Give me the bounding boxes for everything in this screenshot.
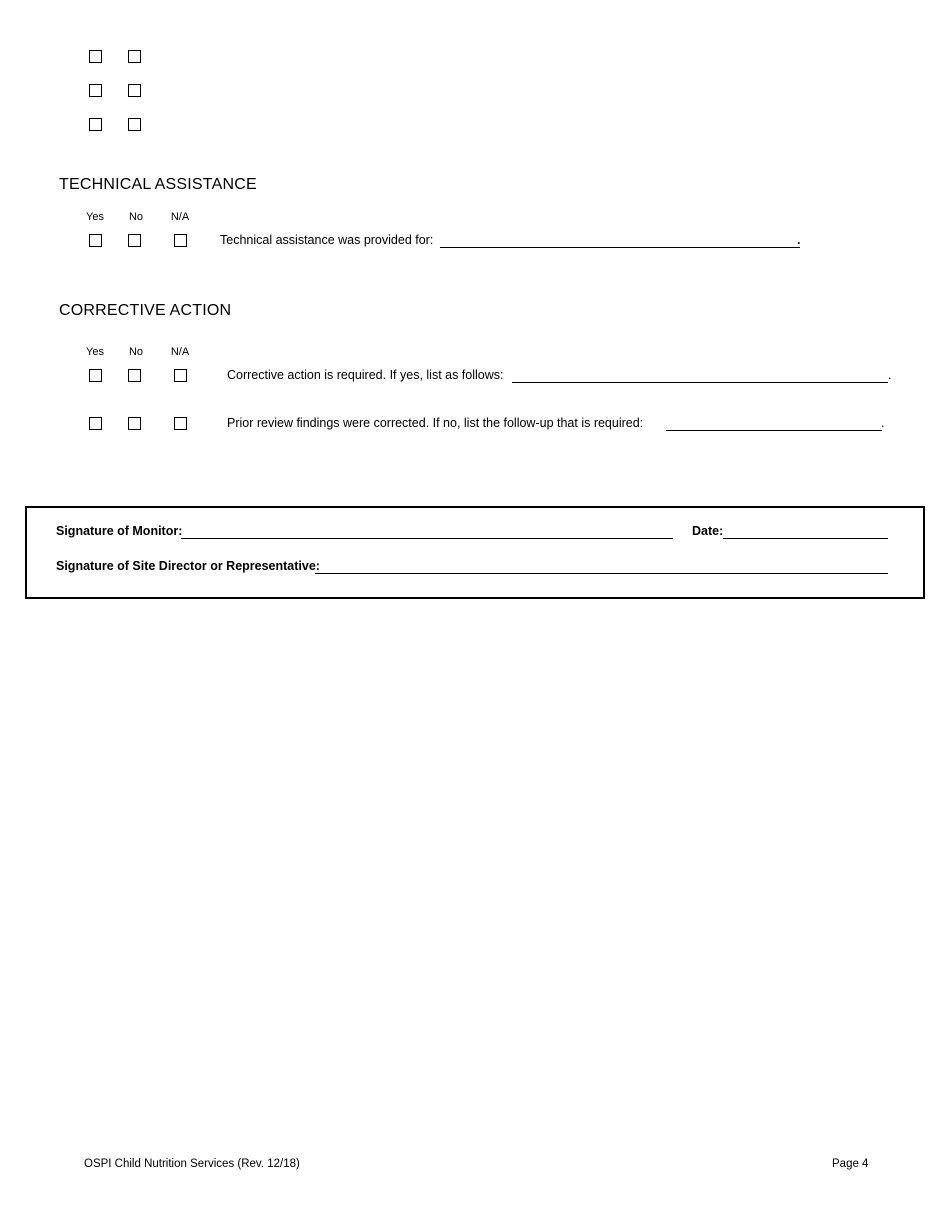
ca-terminator-1: . — [888, 368, 892, 382]
director-signature-label: Signature of Site Director or Representative: — [56, 559, 320, 573]
ta-col-na: N/A — [170, 211, 190, 223]
ca-question-1: Corrective action is required. If yes, list as follows: — [227, 368, 504, 382]
ta-col-yes: Yes — [86, 211, 104, 223]
ca1-yes-checkbox[interactable] — [89, 369, 102, 382]
date-label: Date: — [692, 524, 724, 538]
ca-terminator-2: . — [881, 416, 885, 430]
ta-terminator: . — [797, 233, 801, 247]
corrective-action-heading: CORRECTIVE ACTION — [59, 302, 232, 319]
ca-answer-line-1[interactable] — [512, 382, 888, 383]
ca2-yes-checkbox[interactable] — [89, 417, 102, 430]
monitor-signature-line[interactable] — [181, 538, 673, 539]
ta-yes-checkbox[interactable] — [89, 234, 102, 247]
footer-page-number: Page 4 — [832, 1158, 869, 1170]
row1-yes-checkbox[interactable] — [89, 50, 102, 63]
row3-no-checkbox[interactable] — [128, 118, 141, 131]
ta-col-no: No — [128, 211, 144, 223]
signature-box — [25, 506, 925, 599]
ca-question-2: Prior review findings were corrected. If no, list the follow-up that is required: — [227, 416, 644, 430]
footer-source: OSPI Child Nutrition Services (Rev. 12/18) — [84, 1158, 300, 1170]
row3-yes-checkbox[interactable] — [89, 118, 102, 131]
row2-yes-checkbox[interactable] — [89, 84, 102, 97]
ca1-no-checkbox[interactable] — [128, 369, 141, 382]
ca1-na-checkbox[interactable] — [174, 369, 187, 382]
date-line[interactable] — [723, 538, 888, 539]
technical-assistance-heading: TECHNICAL ASSISTANCE — [59, 176, 257, 193]
director-signature-line[interactable] — [315, 573, 888, 574]
ca-col-na: N/A — [170, 346, 190, 358]
row1-no-checkbox[interactable] — [128, 50, 141, 63]
ca-answer-line-2[interactable] — [666, 430, 882, 431]
ca-col-no: No — [128, 346, 144, 358]
ta-question: Technical assistance was provided for: — [220, 233, 434, 247]
row2-no-checkbox[interactable] — [128, 84, 141, 97]
ca2-no-checkbox[interactable] — [128, 417, 141, 430]
ta-na-checkbox[interactable] — [174, 234, 187, 247]
monitor-signature-label: Signature of Monitor: — [56, 524, 183, 538]
ca2-na-checkbox[interactable] — [174, 417, 187, 430]
ta-answer-line[interactable] — [440, 247, 800, 248]
ta-no-checkbox[interactable] — [128, 234, 141, 247]
ca-col-yes: Yes — [86, 346, 104, 358]
